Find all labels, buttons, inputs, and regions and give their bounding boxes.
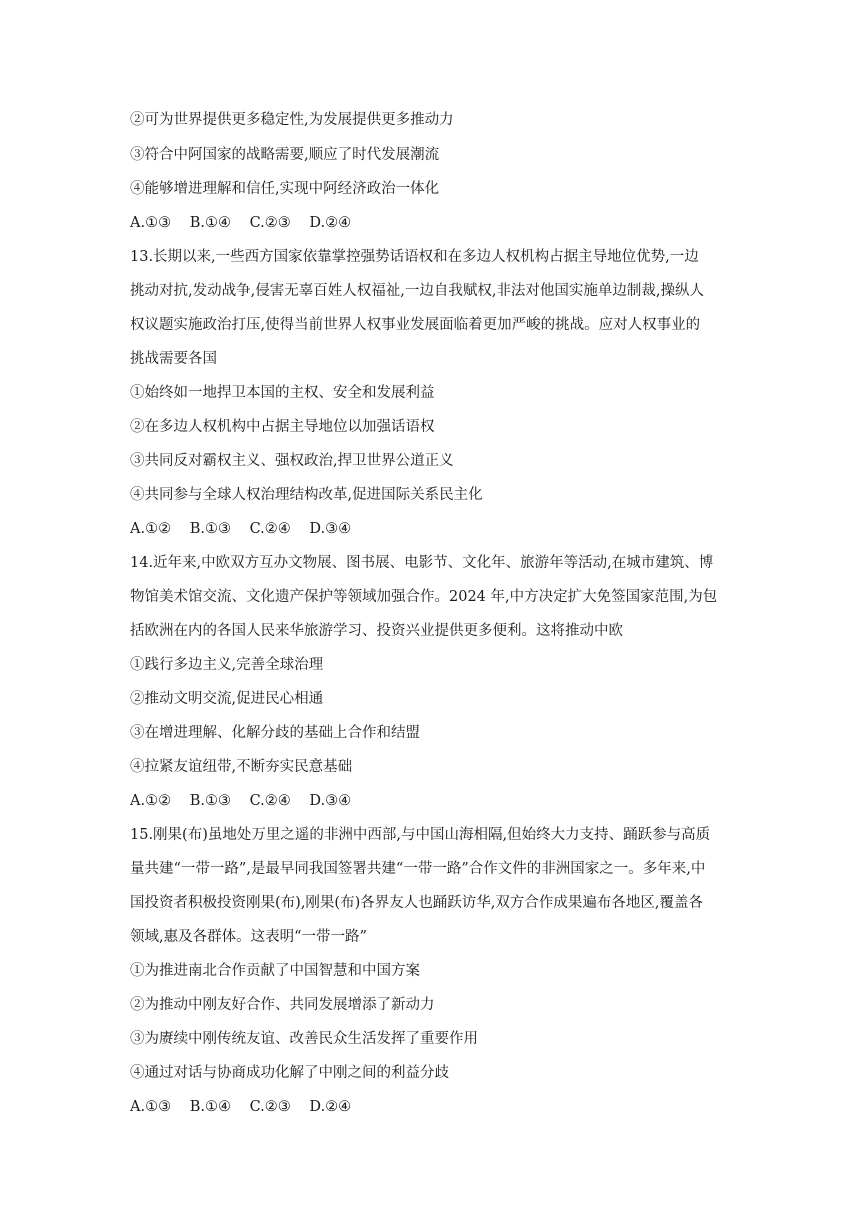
- q14-stem-line-2: 物馆美术馆交流、文化遗产保护等领域加强合作。2024 年,中方决定扩大免签国家范围,为包: [130, 589, 718, 605]
- q12-answer-choices: [130, 213, 740, 233]
- q14-option-4: ④拉紧友谊纽带,不断夯实民意基础: [130, 759, 353, 775]
- q12-option-3: ③符合中阿国家的战略需要,顺应了时代发展潮流: [130, 147, 440, 163]
- q13-answer-a: A.①②: [130, 521, 172, 537]
- q14-answer-c: C.②④: [249, 793, 291, 809]
- q13-stem-line-2: 挑动对抗,发动战争,侵害无辜百姓人权福祉,一边自我赋权,非法对他国实施单边制裁,操纵人: [130, 283, 705, 299]
- q14-answer-d: D.③④: [309, 793, 352, 809]
- q14-option-3: ③在增进理解、化解分歧的基础上合作和结盟: [130, 725, 420, 741]
- q14-option-2: ②推动文明交流,促进民心相通: [130, 691, 324, 707]
- q13-stem-line-1: 13.长期以来,一些西方国家依靠掌控强势话语权和在多边人权机构占据主导地位优势,一边: [130, 249, 699, 265]
- q15-answer-c: C.②③: [249, 1099, 291, 1115]
- q13-option-3: ③共同反对霸权主义、强权政治,捍卫世界公道正义: [130, 453, 454, 469]
- q14-stem-line-1: 14.近年来,中欧双方互办文物展、图书展、电影节、文化年、旅游年等活动,在城市建筑、博: [130, 555, 714, 571]
- q15-stem-line-3: 国投资者积极投资刚果(布),刚果(布)各界友人也踊跃访华,双方合作成果遍布各地区,覆盖各: [130, 895, 703, 911]
- q15-option-1: ①为推进南北合作贡献了中国智慧和中国方案: [130, 963, 420, 979]
- q12-answer-d: D.②④: [309, 215, 352, 231]
- q15-option-3: ③为赓续中刚传统友谊、改善民众生活发挥了重要作用: [130, 1031, 478, 1047]
- q15-option-2: ②为推动中刚友好合作、共同发展增添了新动力: [130, 997, 435, 1013]
- q15-answer-choices: [130, 1097, 740, 1117]
- q13-answer-b: B.①③: [189, 521, 231, 537]
- q15-answer-a: A.①③: [130, 1099, 172, 1115]
- q12-answer-a: A.①③: [130, 215, 172, 231]
- q12-option-2: ②可为世界提供更多稳定性,为发展提供更多推动力: [130, 112, 454, 128]
- q13-stem-line-3: 权议题实施政治打压,使得当前世界人权事业发展面临着更加严峻的挑战。应对人权事业的: [130, 317, 701, 333]
- q13-option-1: ①始终如一地捍卫本国的主权、安全和发展利益: [130, 385, 435, 401]
- q14-option-1: ①践行多边主义,完善全球治理: [130, 657, 324, 673]
- q12-option-4: ④能够增进理解和信任,实现中阿经济政治一体化: [130, 181, 440, 197]
- q14-answer-choices: [130, 791, 740, 811]
- q15-answer-d: D.②④: [309, 1099, 352, 1115]
- q15-option-4: ④通过对话与协商成功化解了中刚之间的利益分歧: [130, 1065, 449, 1081]
- q12-answer-c: C.②③: [249, 215, 291, 231]
- q15-stem-line-1: 15.刚果(布)虽地处万里之遥的非洲中西部,与中国山海相隔,但始终大力支持、踊跃参与高质: [130, 827, 711, 843]
- q12-answer-b: B.①④: [189, 215, 231, 231]
- q13-option-2: ②在多边人权机构中占据主导地位以加强话语权: [130, 419, 435, 435]
- q15-stem-line-2: 量共建“一带一路”,是最早同我国签署共建“一带一路”合作文件的非洲国家之一。多年来,中: [130, 861, 706, 877]
- q14-answer-a: A.①②: [130, 793, 172, 809]
- q15-answer-b: B.①④: [189, 1099, 231, 1115]
- q13-answer-c: C.②④: [249, 521, 291, 537]
- q13-answer-choices: [130, 519, 740, 539]
- q13-stem-line-4: 挑战需要各国: [130, 351, 217, 367]
- q14-answer-b: B.①③: [189, 793, 231, 809]
- q13-answer-d: D.③④: [309, 521, 352, 537]
- q15-stem-line-4: 领域,惠及各群体。这表明“一带一路”: [130, 929, 367, 945]
- q13-option-4: ④共同参与全球人权治理结构改革,促进国际关系民主化: [130, 487, 483, 503]
- q14-stem-line-3: 括欧洲在内的各国人民来华旅游学习、投资兴业提供更多便利。这将推动中欧: [130, 623, 623, 639]
